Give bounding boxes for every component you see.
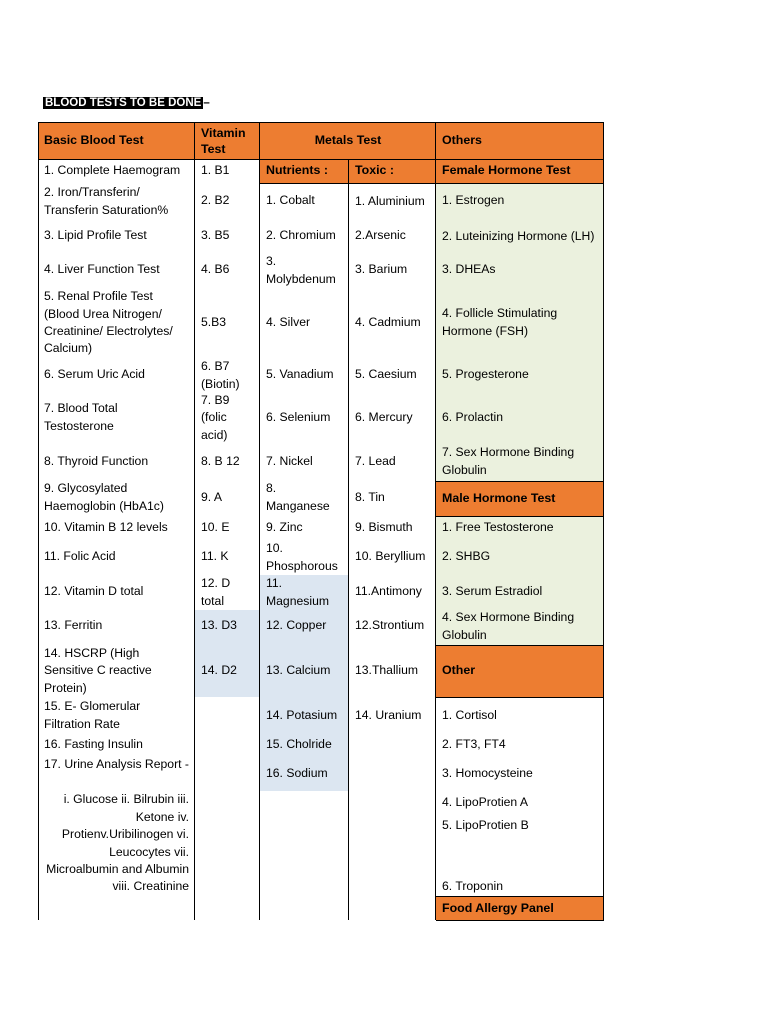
vitamin-item: 1. B1 (201, 163, 230, 178)
other-header-top (436, 645, 604, 646)
toxic-item: 3. Barium (355, 262, 408, 277)
other-test-item: 3. Homocysteine (442, 766, 533, 781)
vitamin-item: 3. B5 (201, 228, 230, 243)
food-header-top (436, 896, 604, 897)
basic-test-item: 3. Lipid Profile Test (44, 228, 147, 243)
page-title: BLOOD TESTS TO BE DONE – (45, 97, 210, 109)
female-hormone-item: 6. Prolactin (442, 410, 503, 425)
nutrient-item: 2. Chromium (266, 228, 336, 243)
header-vitamin-test: Vitamin Test (195, 123, 260, 159)
toxic-item: 2.Arsenic (355, 228, 406, 243)
vitamin-item: 12. D total (201, 576, 231, 608)
other-test-item: 4. LipoProtien A (442, 795, 529, 810)
female-hormone-item: 5. Progesterone (442, 367, 529, 382)
basic-test-item: 17. Urine Analysis Report - (44, 757, 189, 771)
header-metals-test: Metals Test (260, 123, 436, 159)
toxic-item: 13.Thallium (355, 663, 418, 678)
toxic-item: 1. Aluminium (355, 193, 425, 208)
col-line-basic-vitamin (194, 122, 195, 920)
basic-test-item: 15. E- Glomerular Filtration Rate (44, 699, 141, 731)
subheader-male-hormone-test: Male Hormone Test (436, 481, 604, 516)
subheader-food-allergy-panel: Food Allergy Panel (436, 897, 604, 921)
nutrient-item: 1. Cobalt (266, 193, 315, 208)
female-hormone-item: 7. Sex Hormone Binding Globulin (442, 445, 575, 477)
female-hormone-item: 3. DHEAs (442, 262, 496, 277)
toxic-item: 6. Mercury (355, 410, 413, 425)
basic-test-item: 6. Serum Uric Acid (44, 367, 145, 382)
nutrient-item: 5. Vanadium (266, 367, 334, 382)
toxic-item: 12.Strontium (355, 618, 425, 633)
nutrient-item: 7. Nickel (266, 454, 313, 469)
basic-test-item: 4. Liver Function Test (44, 262, 160, 277)
other-test-item: 2. FT3, FT4 (442, 737, 506, 752)
vitamin-item: 11. K (201, 549, 229, 564)
urine-analysis-details: i. Glucose ii. Bilrubin iii. Ketone iv. Protienv.Uribilinogen vi. Leucocytes vii. Microalbumin and Albumin viii. Creatinine (46, 792, 189, 894)
other-test-item: 1. Cortisol (442, 708, 497, 723)
vitamin-item: 5.B3 (201, 315, 227, 330)
other-test-item: 6. Troponin (442, 879, 503, 894)
basic-test-item: 9. Glycosylated Haemoglobin (HbA1c) (44, 481, 164, 513)
female-hormone-item: 1. Estrogen (442, 193, 505, 208)
basic-test-item: 2. Iron/Transferin/ Transferin Saturation% (44, 185, 169, 217)
nutrient-item: 11. Magnesium (266, 576, 329, 608)
basic-test-item: 5. Renal Profile Test (Blood Urea Nitrogen/ Creatinine/ Electrolytes/ Calcium) (44, 289, 173, 356)
female-hormone-item: 4. Follicle Stimulating Hormone (FSH) (442, 306, 558, 338)
food-header-bottom (436, 920, 604, 921)
nutrient-item: 10. Phosphorous (266, 541, 338, 573)
col-line-vitamin-metals (259, 122, 260, 920)
basic-test-item: 13. Ferritin (44, 618, 103, 633)
other-test-item: 5. LipoProtien B (442, 818, 529, 833)
subheader-divider (260, 183, 604, 184)
male-header-bottom (436, 516, 604, 517)
basic-test-item: 11. Folic Acid (44, 549, 116, 564)
vitamin-item: 4. B6 (201, 262, 230, 277)
male-hormone-item: 4. Sex Hormone Binding Globulin (442, 610, 575, 642)
nutrient-item: 14. Potasium (266, 708, 338, 723)
basic-test-item: 14. HSCRP (High Sensitive C reactive Protein) (44, 645, 152, 695)
vitamin-item: 7. B9 (folic acid) (201, 392, 230, 442)
other-header-bottom (436, 697, 604, 698)
nutrient-item: 16. Sodium (266, 766, 328, 781)
header-basic-blood-test: Basic Blood Test (38, 123, 195, 159)
nutrient-item: 13. Calcium (266, 663, 331, 678)
vitamin-item: 8. B 12 (201, 454, 240, 469)
nutrient-item: 12. Copper (266, 618, 327, 633)
basic-test-item: 10. Vitamin B 12 levels (44, 520, 168, 535)
subheader-female-hormone-test: Female Hormone Test (436, 159, 604, 183)
col-line-metals-others (435, 122, 436, 920)
toxic-item: 7. Lead (355, 454, 396, 469)
toxic-item: 4. Cadmium (355, 315, 421, 330)
vitamin-item: 6. B7 (Biotin) (201, 359, 240, 391)
male-hormone-item: 2. SHBG (442, 549, 491, 564)
basic-test-item: 12. Vitamin D total (44, 584, 144, 599)
toxic-item: 11.Antimony (355, 584, 422, 599)
male-hormone-item: 1. Free Testosterone (442, 520, 554, 535)
toxic-item: 10. Beryllium (355, 549, 426, 564)
basic-test-item: 16. Fasting Insulin (44, 737, 143, 752)
vitamin-item: 10. E (201, 520, 230, 535)
toxic-item: 8. Tin (355, 490, 385, 505)
toxic-item: 9. Bismuth (355, 520, 413, 535)
subheader-other: Other (436, 645, 604, 697)
basic-test-item: 8. Thyroid Function (44, 454, 149, 469)
basic-test-item: 7. Blood Total Testosterone (44, 401, 118, 433)
vitamin-item: 2. B2 (201, 193, 230, 208)
vitamin-item: 9. A (201, 490, 223, 505)
male-header-top (436, 481, 604, 482)
col-line-left (38, 122, 39, 920)
nutrient-item: 8. Manganese (266, 481, 330, 513)
toxic-item: 14. Uranium (355, 708, 422, 723)
header-others: Others (436, 123, 604, 159)
col-line-nutrients-toxic (348, 159, 349, 920)
basic-test-item: 1. Complete Haemogram (44, 163, 181, 178)
nutrient-item: 6. Selenium (266, 410, 331, 425)
subheader-toxic: Toxic : (349, 159, 436, 183)
toxic-item: 5. Caesium (355, 367, 417, 382)
nutrient-item: 3. Molybdenum (266, 254, 336, 286)
female-hormone-item: 2. Luteinizing Hormone (LH) (442, 228, 595, 243)
male-hormone-item: 3. Serum Estradiol (442, 584, 543, 599)
col-line-right (603, 122, 604, 920)
nutrient-item: 15. Cholride (266, 737, 332, 752)
nutrient-item: 4. Silver (266, 315, 311, 330)
vitamin-item: 14. D2 (201, 663, 237, 678)
subheader-nutrients: Nutrients : (260, 159, 349, 183)
nutrient-item: 9. Zinc (266, 520, 303, 535)
header-divider (38, 159, 604, 160)
vitamin-item: 13. D3 (201, 618, 237, 633)
table-border-top (38, 122, 604, 123)
